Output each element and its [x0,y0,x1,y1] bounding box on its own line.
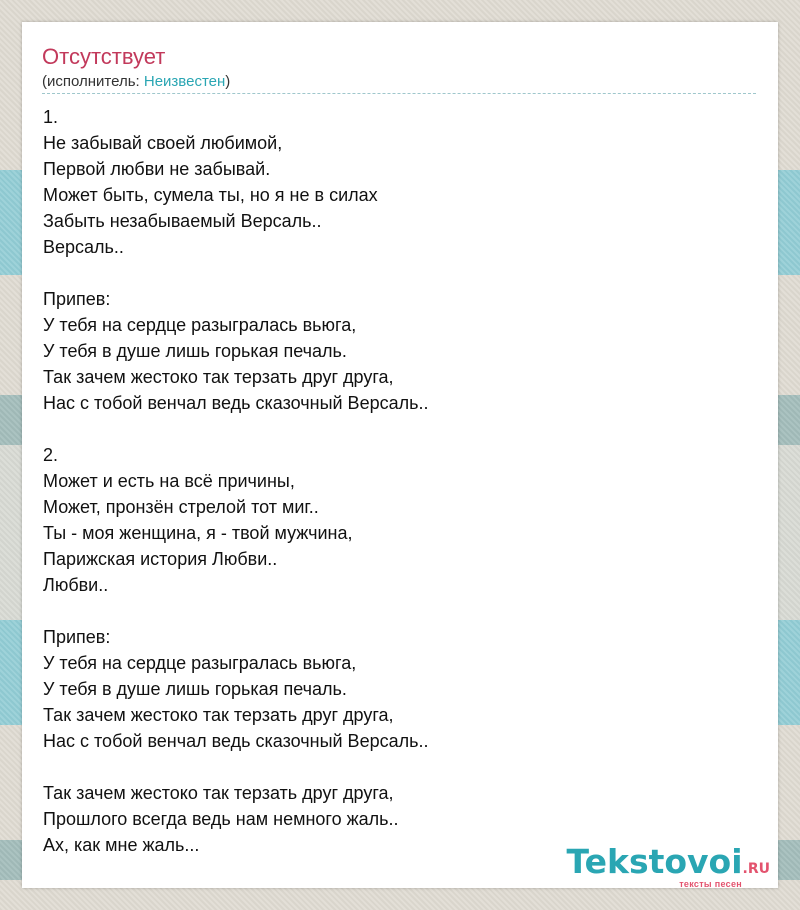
song-title: Отсутствует [42,44,166,69]
lyrics-line: У тебя в душе лишь горькая печаль. [43,341,347,361]
lyrics-line: Припев: [43,627,111,647]
logo-tagline: тексты песен [679,879,742,889]
artist-prefix: (исполнитель: [42,73,144,90]
lyrics-line: Первой любви не забывай. [43,159,271,179]
title-divider [42,93,756,94]
lyrics-line: Версаль.. [43,237,124,257]
lyrics-line: Ах, как мне жаль... [43,835,200,855]
lyrics-card [22,22,778,888]
lyrics-line: Может быть, сумела ты, но я не в силах [43,185,378,205]
lyrics-line: Любви.. [43,575,109,595]
lyrics-line: Не забывай своей любимой, [43,133,283,153]
lyrics-line: 1. [43,107,59,127]
lyrics-blank-line [43,598,743,624]
lyrics-line: Так зачем жестоко так терзать друг друга, [43,705,394,725]
lyrics-line: Нас с тобой венчал ведь сказочный Версаль.. [43,731,429,751]
lyrics-line: Припев: [43,289,111,309]
lyrics-line: Так зачем жестоко так терзать друг друга, [43,367,394,387]
lyrics-line: У тебя на сердце разыгралась вьюга, [43,653,357,673]
lyrics-line: Парижская история Любви.. [43,549,278,569]
lyrics-line: У тебя на сердце разыгралась вьюга, [43,315,357,335]
site-logo[interactable] [566,842,770,889]
lyrics-blank-line [43,260,743,286]
lyrics-blank-line [43,754,743,780]
lyrics-line: Может, пронзён стрелой тот миг.. [43,497,319,517]
lyrics-line: Забыть незабываемый Версаль.. [43,211,322,231]
logo-name: Tekstovoi [566,842,743,881]
lyrics-line: 2. [43,445,59,465]
logo-tld: .RU [742,861,770,877]
lyrics-line: Прошлого всегда ведь нам немного жаль.. [43,809,399,829]
lyrics-blank-line [43,416,743,442]
lyrics-line: Нас с тобой венчал ведь сказочный Версаль.. [43,393,429,413]
lyrics-line: Так зачем жестоко так терзать друг друга, [43,783,394,803]
lyrics-line: У тебя в душе лишь горькая печаль. [43,679,347,699]
artist-suffix: ) [225,73,231,90]
lyrics-line: Ты - моя женщина, я - твой мужчина, [43,523,353,543]
artist-line [42,73,230,91]
lyrics-text [43,104,743,858]
lyrics-line: Может и есть на всё причины, [43,471,295,491]
artist-link[interactable]: Неизвестен [143,73,226,90]
